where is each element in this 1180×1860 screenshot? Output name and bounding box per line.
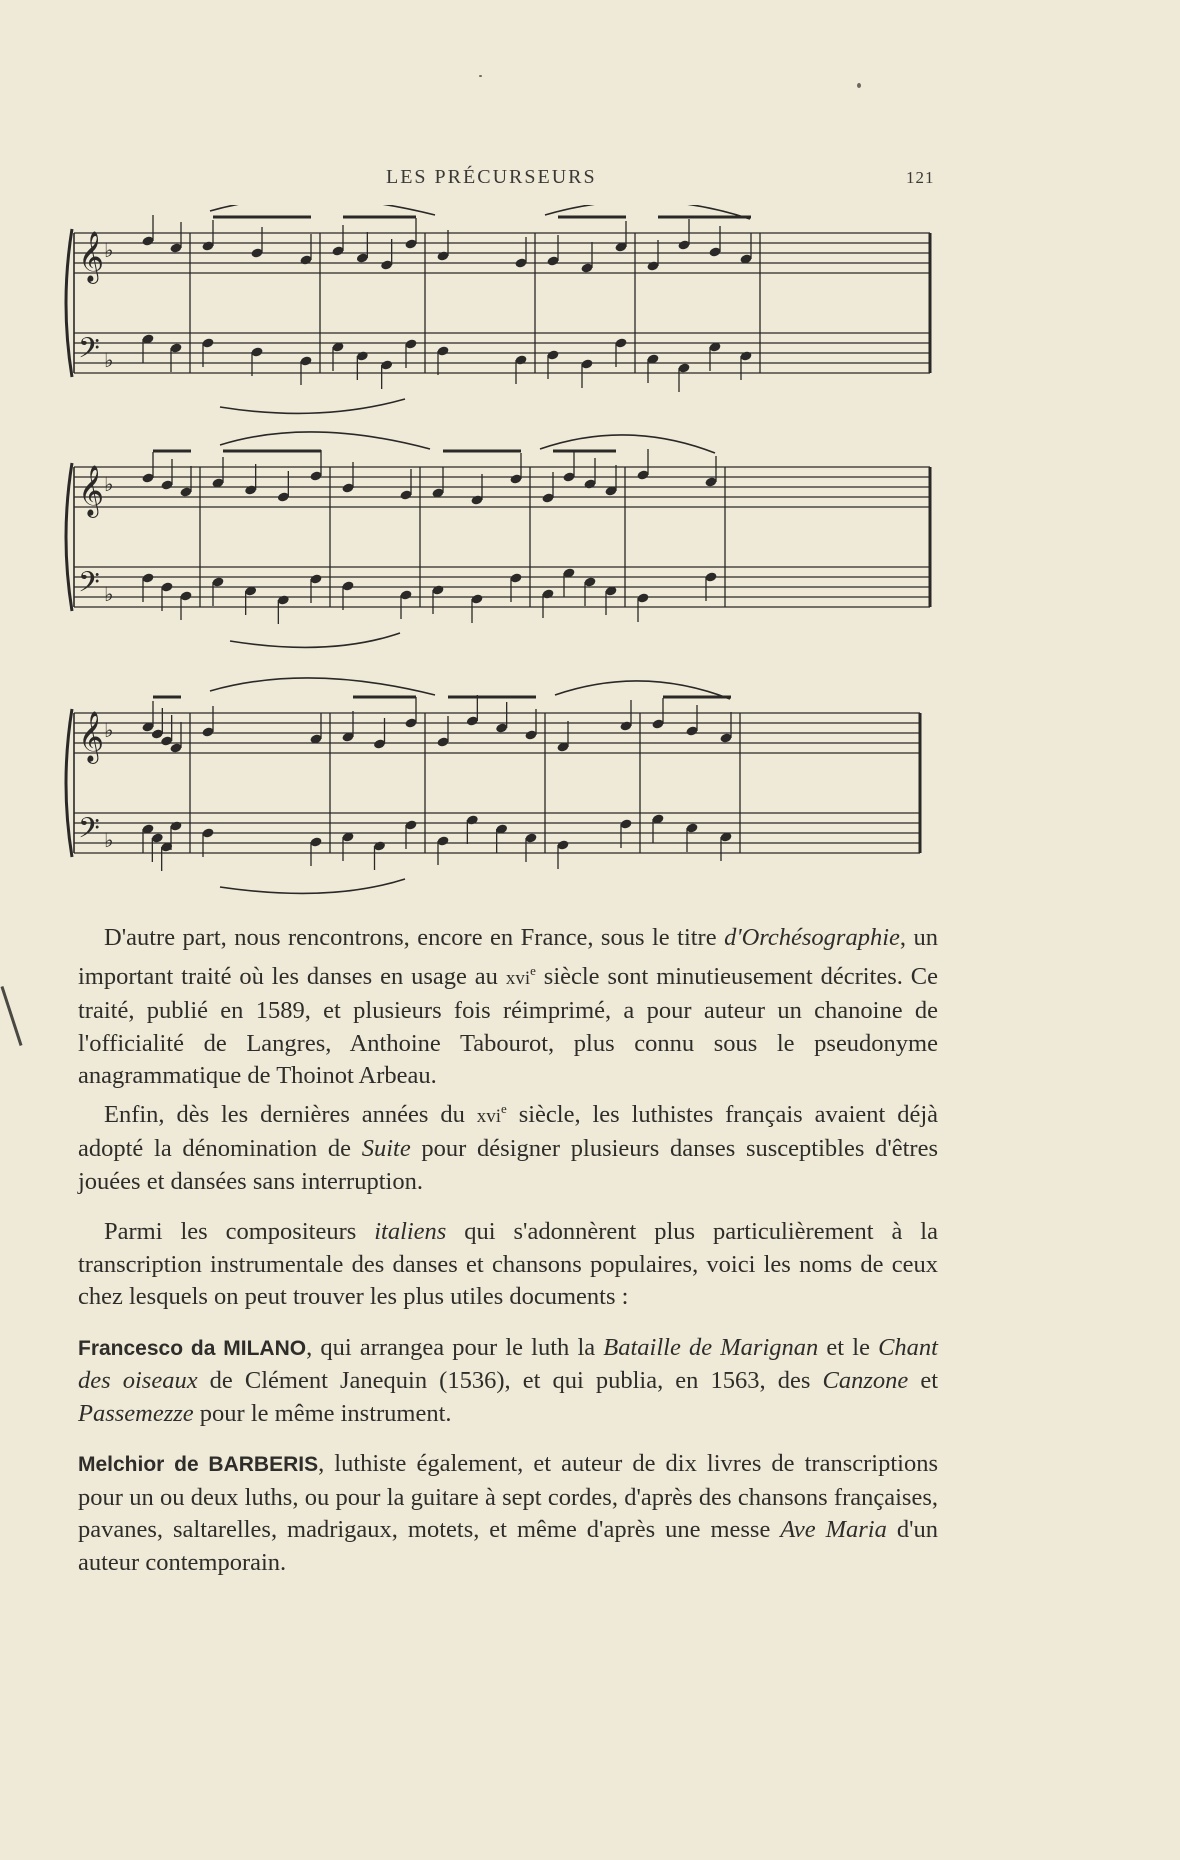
- running-head: LES PRÉCURSEURS: [386, 166, 597, 188]
- paragraph-orchesographie: [78, 922, 938, 1093]
- text-run: , qui arrangea pour le luth la: [306, 1333, 604, 1361]
- text-run: siècle sont minutieusement décrites. Ce traité, publié en 1589, et plusieurs fois réimprimé, a pour auteur un chanoine de l'officialité de Langres, Anthoine Tabourot, plus connu sous le pseudonyme anagrammatique de Thoinot Arbeau.: [78, 962, 938, 1090]
- slur: [220, 432, 430, 449]
- key-signature-flat: ♭: [104, 348, 114, 372]
- slur: [220, 879, 405, 893]
- score-svg: [60, 205, 940, 905]
- key-signature-flat: ♭: [104, 718, 114, 742]
- treble-clef: 𝄞: [78, 231, 105, 282]
- key-signature-flat: ♭: [104, 472, 114, 496]
- text-run: et le: [818, 1333, 879, 1361]
- text-run: d'un auteur contemporain.: [78, 1516, 938, 1576]
- work-title: Bataille de Marignan: [603, 1333, 819, 1361]
- bass-clef: 𝄢: [78, 812, 100, 852]
- treble-clef: 𝄞: [78, 465, 105, 516]
- bass-clef: 𝄢: [78, 566, 100, 606]
- bass-clef: 𝄢: [78, 332, 100, 372]
- composer-surname: MILANO: [223, 1336, 307, 1360]
- paragraph-suite: [78, 1093, 938, 1199]
- text-run: siècle, les luthistes français avaient déjà adopté la dénomination de: [78, 1100, 939, 1163]
- century-numeral: xvi: [505, 967, 531, 989]
- century-suffix: e: [530, 962, 536, 978]
- margin-mark: [0, 986, 22, 1046]
- slur: [220, 399, 405, 413]
- work-title: Canzone: [822, 1367, 909, 1395]
- text-run: Enfin, dès les dernières années du: [104, 1100, 477, 1128]
- brace: [66, 709, 72, 857]
- text-run: , luthiste également, et auteur de dix livres de transcriptions pour un ou deux luths, ou pour la guitare à sept cordes, d'après des chansons françaises, pavanes, saltarelles, madrigaux, motets, et même d'après une messe: [78, 1450, 938, 1544]
- slur: [210, 205, 435, 215]
- brace: [66, 463, 72, 611]
- text-run: Parmi les compositeurs: [104, 1218, 375, 1246]
- brace: [66, 229, 72, 377]
- key-signature-flat: ♭: [104, 238, 114, 262]
- term-italiens: italiens: [374, 1218, 447, 1246]
- music-score: [60, 205, 940, 905]
- term-suite: Suite: [361, 1135, 411, 1163]
- text-run: de Clément Janequin (1536), et qui publia, en 1563, des: [197, 1367, 823, 1395]
- slur: [230, 633, 400, 647]
- page-number: 121: [906, 168, 935, 187]
- book-title: d'Orchésographie: [724, 924, 900, 951]
- key-signature-flat: ♭: [104, 582, 114, 606]
- text-run: , un important traité où les danses en usage au: [78, 924, 938, 990]
- work-title: Passemezze: [78, 1399, 194, 1427]
- paragraph-italians: [78, 1216, 938, 1314]
- work-title: Ave Maria: [780, 1516, 887, 1544]
- slur: [210, 678, 435, 695]
- paragraph-barberis: [78, 1448, 938, 1579]
- composer-given-name: Melchior de: [78, 1453, 209, 1477]
- century-suffix: e: [501, 1100, 507, 1116]
- treble-clef: 𝄞: [78, 711, 105, 762]
- composer-surname: BARBERIS: [208, 1453, 319, 1477]
- page-speck: [857, 83, 861, 88]
- text-run: qui s'adonnèrent plus particulièrement à la transcription instrumentale des danses et chansons populaires, voici les noms de ceux chez lesquels on peut trouver les plus utiles documents :: [78, 1218, 938, 1311]
- text-run: et: [908, 1367, 939, 1395]
- page-speck: [479, 75, 482, 77]
- century-numeral: xvi: [476, 1105, 502, 1127]
- composer-given-name: Francesco da: [78, 1336, 224, 1360]
- work-title: Chant des oiseaux: [78, 1333, 938, 1395]
- text-run: pour désigner plusieurs danses susceptibles d'êtres jouées et dansées sans interruption.: [78, 1135, 938, 1195]
- key-signature-flat: ♭: [104, 828, 114, 852]
- paragraph-milano: [78, 1332, 938, 1431]
- text-run: pour le même instrument.: [193, 1399, 452, 1427]
- text-run: D'autre part, nous rencontrons, encore en France, sous le titre: [104, 924, 725, 951]
- body-text: [78, 922, 938, 1579]
